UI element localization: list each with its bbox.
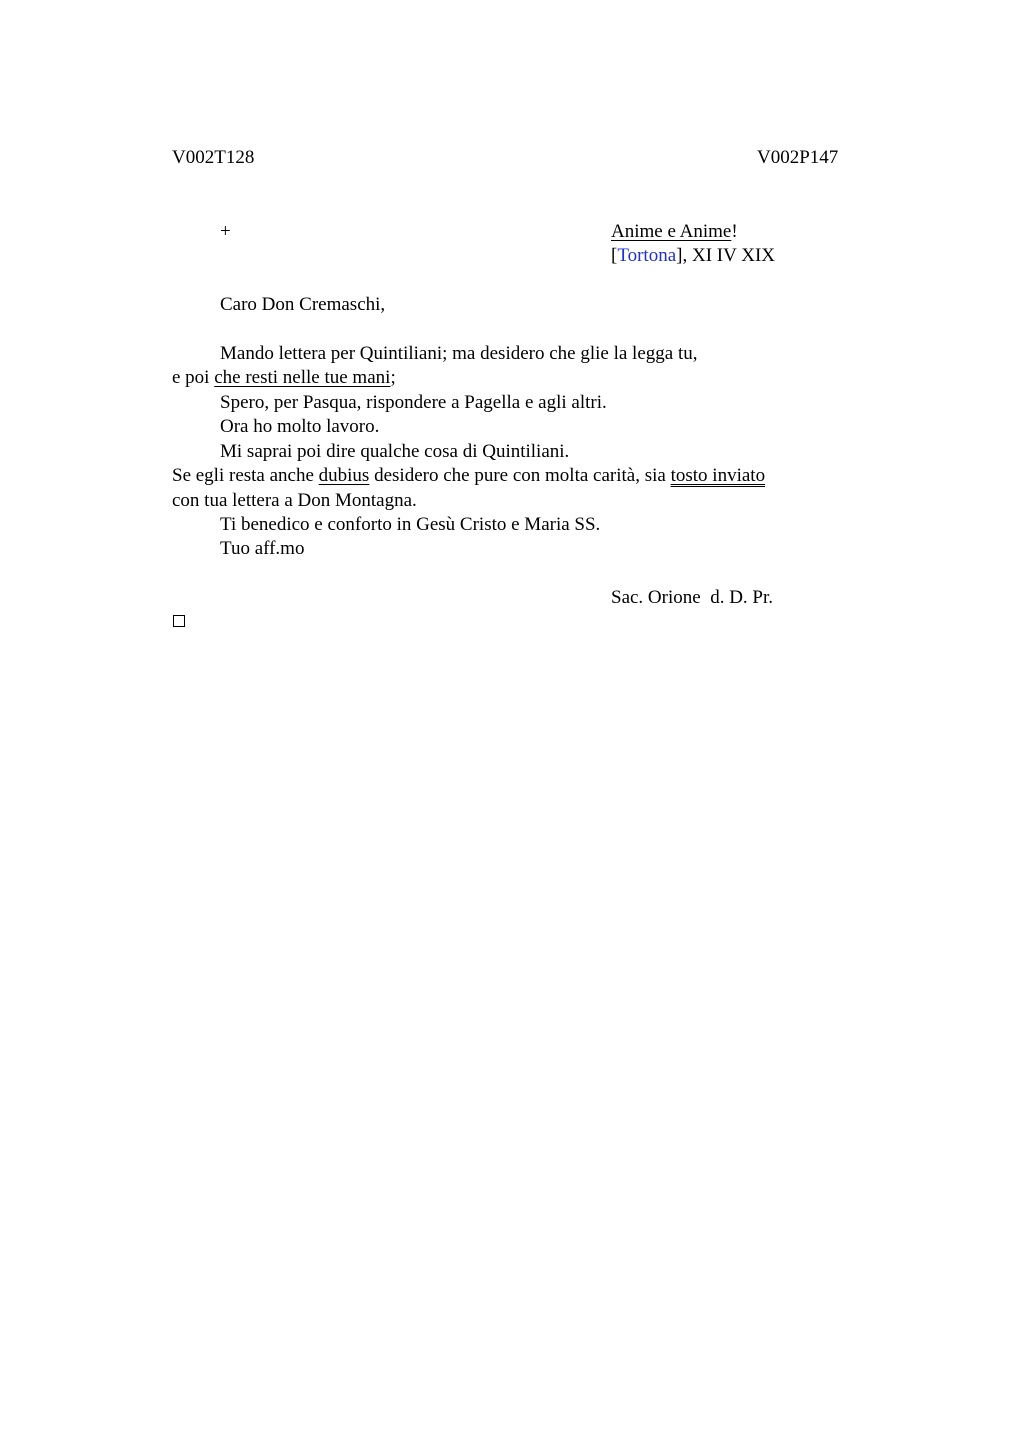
body-line-2-underlined: che resti nelle tue mani bbox=[214, 367, 391, 388]
body-line-7: con tua lettera a Don Montagna. bbox=[172, 490, 417, 511]
end-marker-box bbox=[173, 615, 185, 627]
motto bbox=[611, 220, 738, 244]
bracket-close: ] bbox=[676, 245, 683, 266]
bracket-open: [ bbox=[611, 245, 618, 266]
body-line-6-middle: desidero che pure con molta carità, sia bbox=[369, 465, 671, 486]
body-line-1: Mando lettera per Quintiliani; ma desidero che glie la legga tu, bbox=[220, 343, 698, 364]
closing: Tuo aff.mo bbox=[220, 538, 305, 559]
body-line-2 bbox=[172, 366, 396, 390]
body-line-2-start: e poi bbox=[172, 367, 215, 388]
motto-underlined: Anime e Anime bbox=[611, 221, 732, 242]
place-date bbox=[611, 244, 775, 268]
body-line-5: Mi saprai poi dire qualche cosa di Quintiliani. bbox=[220, 441, 570, 462]
motto-exclamation: ! bbox=[731, 221, 738, 242]
body-line-4: Ora ho molto lavoro. bbox=[220, 416, 380, 437]
body-line-6-double-underlined: tosto inviato bbox=[670, 465, 766, 486]
body-line-6 bbox=[172, 464, 765, 488]
body-line-8: Ti benedico e conforto in Gesù Cristo e Maria SS. bbox=[220, 514, 601, 535]
cross-mark: + bbox=[220, 221, 231, 242]
body-line-6-start: Se egli resta anche bbox=[172, 465, 319, 486]
body-line-2-end: ; bbox=[390, 367, 396, 388]
body-line-3: Spero, per Pasqua, rispondere a Pagella e agli altri. bbox=[220, 392, 607, 413]
document-code-left: V002T128 bbox=[172, 147, 255, 168]
place-name: Tortona bbox=[617, 245, 677, 266]
signature: Sac. Orione d. D. Pr. bbox=[611, 587, 774, 608]
document-code-right: V002P147 bbox=[757, 147, 839, 168]
letter-date: , XI IV XIX bbox=[682, 245, 776, 266]
body-line-6-underlined: dubius bbox=[318, 465, 370, 486]
salutation: Caro Don Cremaschi, bbox=[220, 294, 386, 315]
